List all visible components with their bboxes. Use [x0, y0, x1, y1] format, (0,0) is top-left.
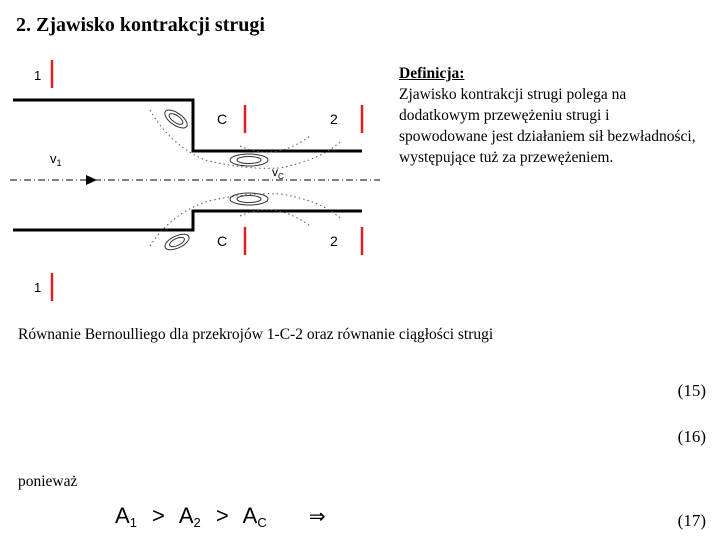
vortex-lower-throat — [230, 193, 268, 205]
gt-sign-1: > — [152, 503, 165, 528]
label-section-c-top: C — [217, 111, 228, 127]
flow-arrow — [86, 175, 97, 185]
a1-subscript: 1 — [129, 515, 137, 530]
definition-heading: Definicja: — [399, 65, 465, 82]
implies-arrow: ⇒ — [308, 504, 326, 528]
contraction-diagram — [0, 50, 395, 312]
equation-number-16: (16) — [677, 427, 706, 446]
page-title: 2. Zjawisko kontrakcji strugi — [16, 14, 265, 36]
label-section-c-bottom: C — [217, 233, 228, 249]
label-section-2-bottom: 2 — [330, 233, 338, 249]
lower-wall — [13, 211, 362, 230]
gt-sign-2: > — [215, 503, 229, 528]
vortex-upper-corner — [162, 107, 190, 132]
definition-body: Zjawisko kontrakcji strugi polega na dodatkowym przewężeniu strugi i spowodowane jest działaniem sił bezwładności, występujące tuż za przewężeniem. — [399, 86, 696, 166]
equation-number-17: (17) — [677, 511, 706, 530]
bernoulli-text: Równanie Bernoulliego dla przekrojów 1-C-2 oraz równanie ciągłości strugi — [18, 326, 494, 343]
ac-symbol: A — [242, 503, 258, 528]
label-section-1-top: 1 — [34, 68, 42, 83]
definition-block — [399, 63, 699, 168]
ponieważ-label: ponieważ — [18, 473, 78, 490]
label-v1: $v_1$ — [50, 151, 62, 168]
a2-subscript: 2 — [193, 515, 201, 530]
vortex-upper-throat — [230, 154, 268, 166]
a1-symbol: A — [115, 503, 130, 528]
equation-number-15: (15) — [677, 381, 706, 400]
a2-symbol: A — [178, 503, 194, 528]
label-section-1-bottom: 1 — [34, 280, 42, 295]
vortex-lower-corner — [163, 231, 192, 253]
label-vc: $v_C$ — [272, 165, 284, 181]
ac-subscript: C — [257, 515, 267, 530]
label-section-2-top: 2 — [330, 111, 338, 127]
area-inequality — [115, 503, 326, 530]
